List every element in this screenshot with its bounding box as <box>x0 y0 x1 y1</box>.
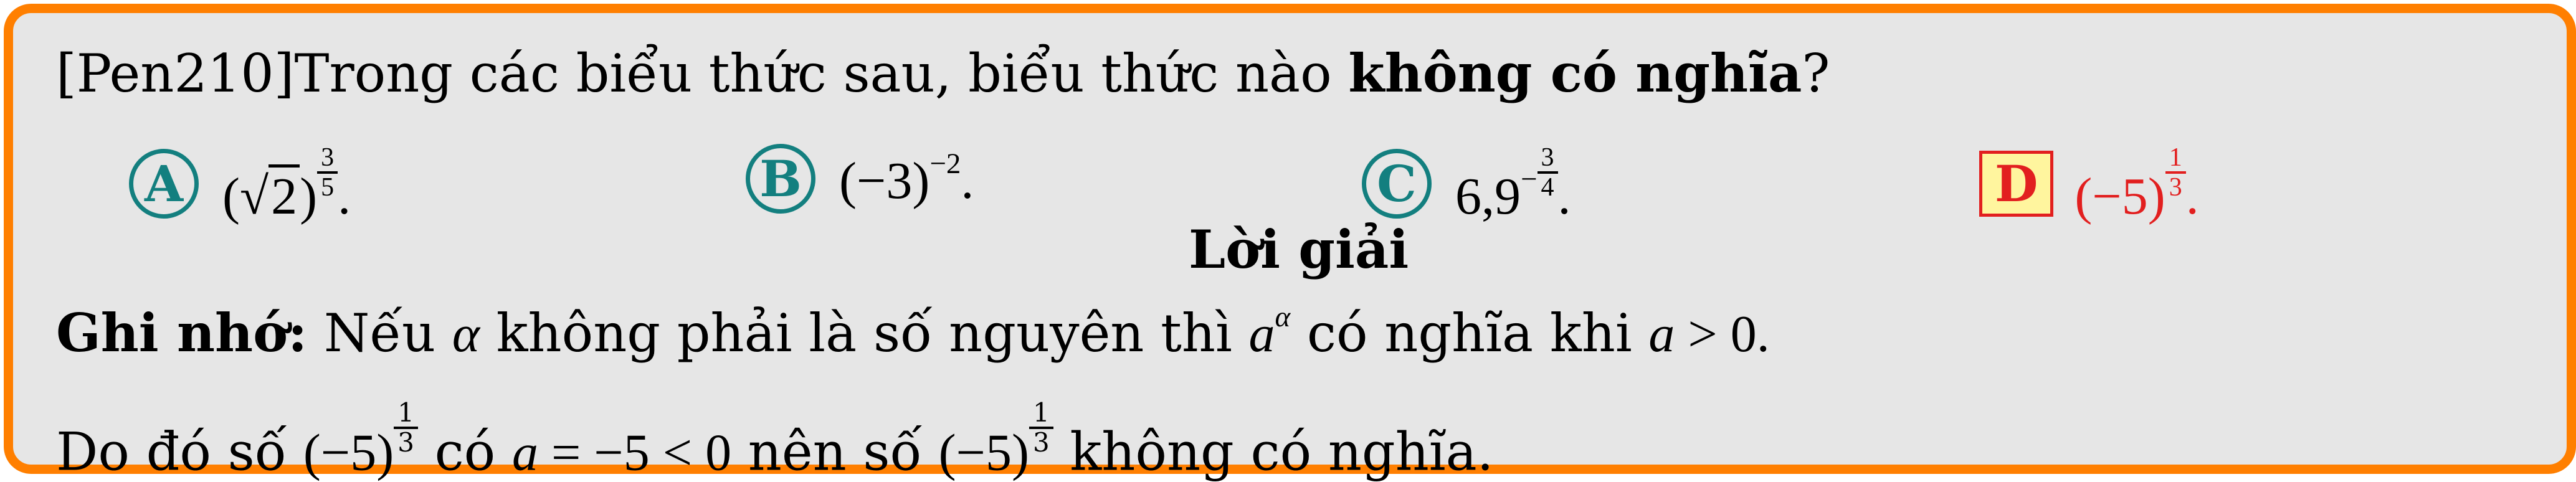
question-text <box>56 42 1830 104</box>
conclusion-line: Do đó số (−5) $\frac{1}{3}$ có a = −5 < 0 nên số (−5) $\frac{1}{3}$ không có nghĩa. <box>56 397 1494 482</box>
solution-title: Lời giải <box>1189 219 1409 280</box>
option-d-expression: (−5) $\frac{1}{3}$ . <box>2075 143 2199 226</box>
option-c-badge[interactable]: C <box>1362 149 1432 219</box>
note-line: Ghi nhớ: Nếu α không phải là số nguyên thì $a^\alpha$ có nghĩa khi a > 0. <box>56 301 1770 364</box>
question-id: [Pen210] <box>56 43 295 104</box>
question-card <box>4 4 2576 482</box>
question-emphasis: không có nghĩa <box>1348 42 1802 104</box>
option-c[interactable] <box>1362 143 1571 226</box>
option-a[interactable] <box>129 143 351 226</box>
option-b-badge[interactable]: B <box>746 144 815 214</box>
note-label: Ghi nhớ: <box>56 301 308 364</box>
option-b[interactable] <box>746 144 974 214</box>
option-d-badge[interactable]: D <box>1979 151 2053 217</box>
option-a-expression: (√2) $\frac{3}{5}$ . <box>222 143 351 226</box>
option-b-expression: $(-3)^{-2}$. <box>839 148 974 210</box>
option-c-expression: 6,9− $\frac{3}{4}$ . <box>1455 143 1571 226</box>
option-a-badge[interactable]: A <box>129 149 199 219</box>
option-d[interactable] <box>1979 143 2199 226</box>
question-end: ? <box>1802 43 1830 104</box>
question-body: Trong các biểu thức sau, biểu thức nào <box>294 43 1349 104</box>
